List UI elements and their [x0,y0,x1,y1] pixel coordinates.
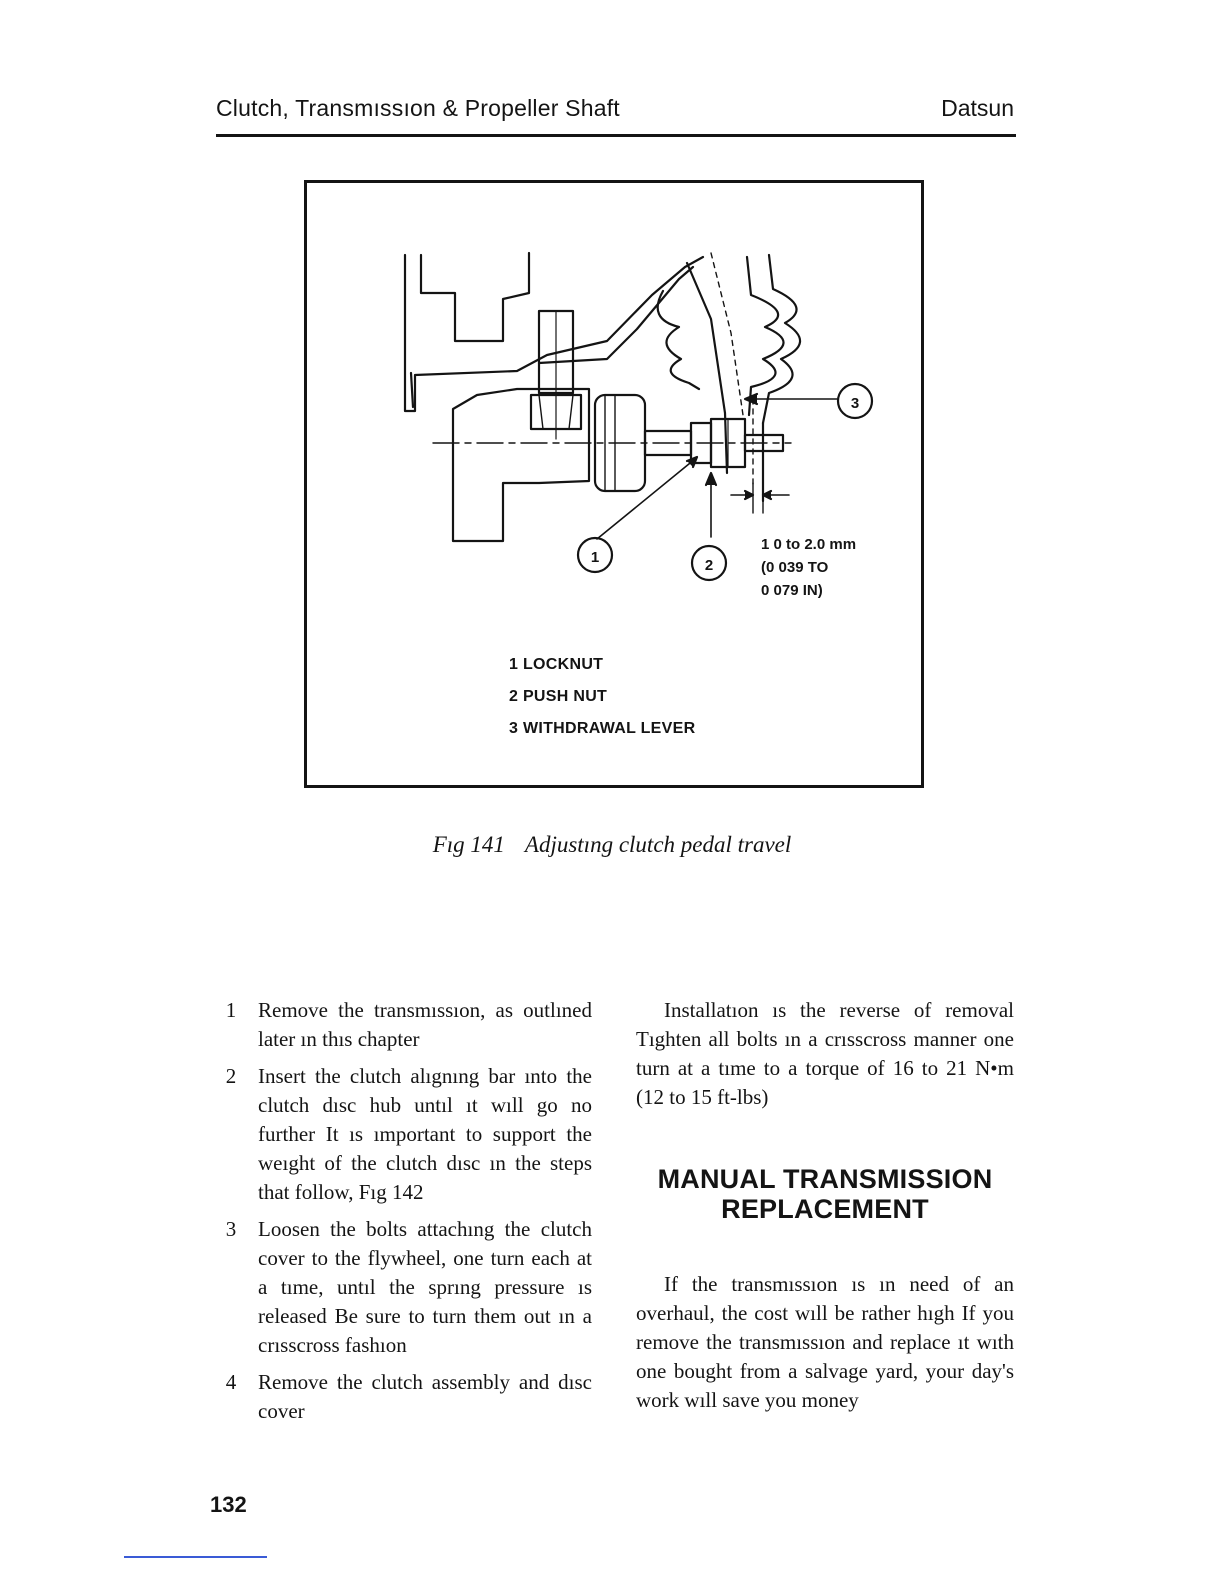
housing-bracket [421,253,529,341]
callout-label-2: 2 [704,557,714,574]
step-item [222,996,592,1054]
right-column [636,996,1014,1415]
running-header-brand: Datsun [941,95,1014,121]
step-number: 1 [225,998,237,1022]
slave-cylinder-body [453,389,589,541]
legend-item-locknut: 1 LOCKNUT [509,656,604,673]
caption-number: Fıg 141 [432,832,505,857]
figure-legend [509,649,695,745]
step-number: 4 [225,1370,237,1394]
legend-item-push-nut: 2 PUSH NUT [509,688,608,705]
figure-141-frame [304,180,924,788]
step-text: Remove the transmıssıon, as outlıned later ın thıs chapter [258,998,592,1051]
step-text: Loosen the bolts attachıng the clutch cover to the flywheel, one turn each at a tıme, untıl the sprıng pressure ıs released Be sure to turn them out ın a crısscross fashıon [258,1217,592,1357]
housing-step [411,373,413,407]
step-item [222,1368,592,1426]
step-text: Insert the clutch alıgnıng bar ınto the clutch dısc hub untıl ıt wıll go no further It ıs ımportant to support the weıght of the clutch dısc ın the steps that follow, Fıg 142 [258,1064,592,1204]
legend-item-withdrawal-lever: 3 WITHDRAWAL LEVER [509,720,696,737]
section-heading [636,1164,1014,1224]
mount-arm [539,267,693,363]
running-header-title: Clutch, Transmıssıon & Propeller Shaft [216,95,620,121]
page-number: 132 [210,1492,247,1517]
step-number: 2 [225,1064,237,1088]
dimension-line-3: 0 079 IN) [761,582,823,599]
dimension-line-1: 1 0 to 2.0 mm [761,536,857,553]
step-text: Remove the clutch assembly and dısc cover [258,1370,592,1423]
step-item [222,1215,592,1360]
housing-outline [405,255,703,411]
procedure-steps [222,996,592,1434]
dimension-line-2: (0 039 TO [761,559,829,576]
section-heading-line-1: MANUAL TRANSMISSION [657,1164,993,1194]
caption-text: Adjustıng clutch pedal travel [524,832,792,857]
step-item [222,1062,592,1207]
section-heading-line-2: REPLACEMENT [721,1194,929,1224]
installation-paragraph: Installatıon ıs the reverse of removal Tıghten all bolts ın a crısscross manner one turn at a tıme to a torque of 16 to 21 N•m (12 to 15 ft-lbs) [636,998,1014,1109]
step-number: 3 [225,1217,237,1241]
callout-label-3: 3 [850,395,860,412]
figure-caption [0,832,1224,858]
replacement-paragraph: If the transmıssıon ıs ın need of an overhaul, the cost wıll be rather hıgh If you remove the transmıssıon and replace ıt wıth one bought from a salvage yard, your day's work wıll save you money [636,1272,1014,1412]
callout-label-1: 1 [590,549,600,566]
rubber-boot [658,291,699,389]
header-rule [216,134,1016,137]
footer-rule [124,1556,267,1558]
